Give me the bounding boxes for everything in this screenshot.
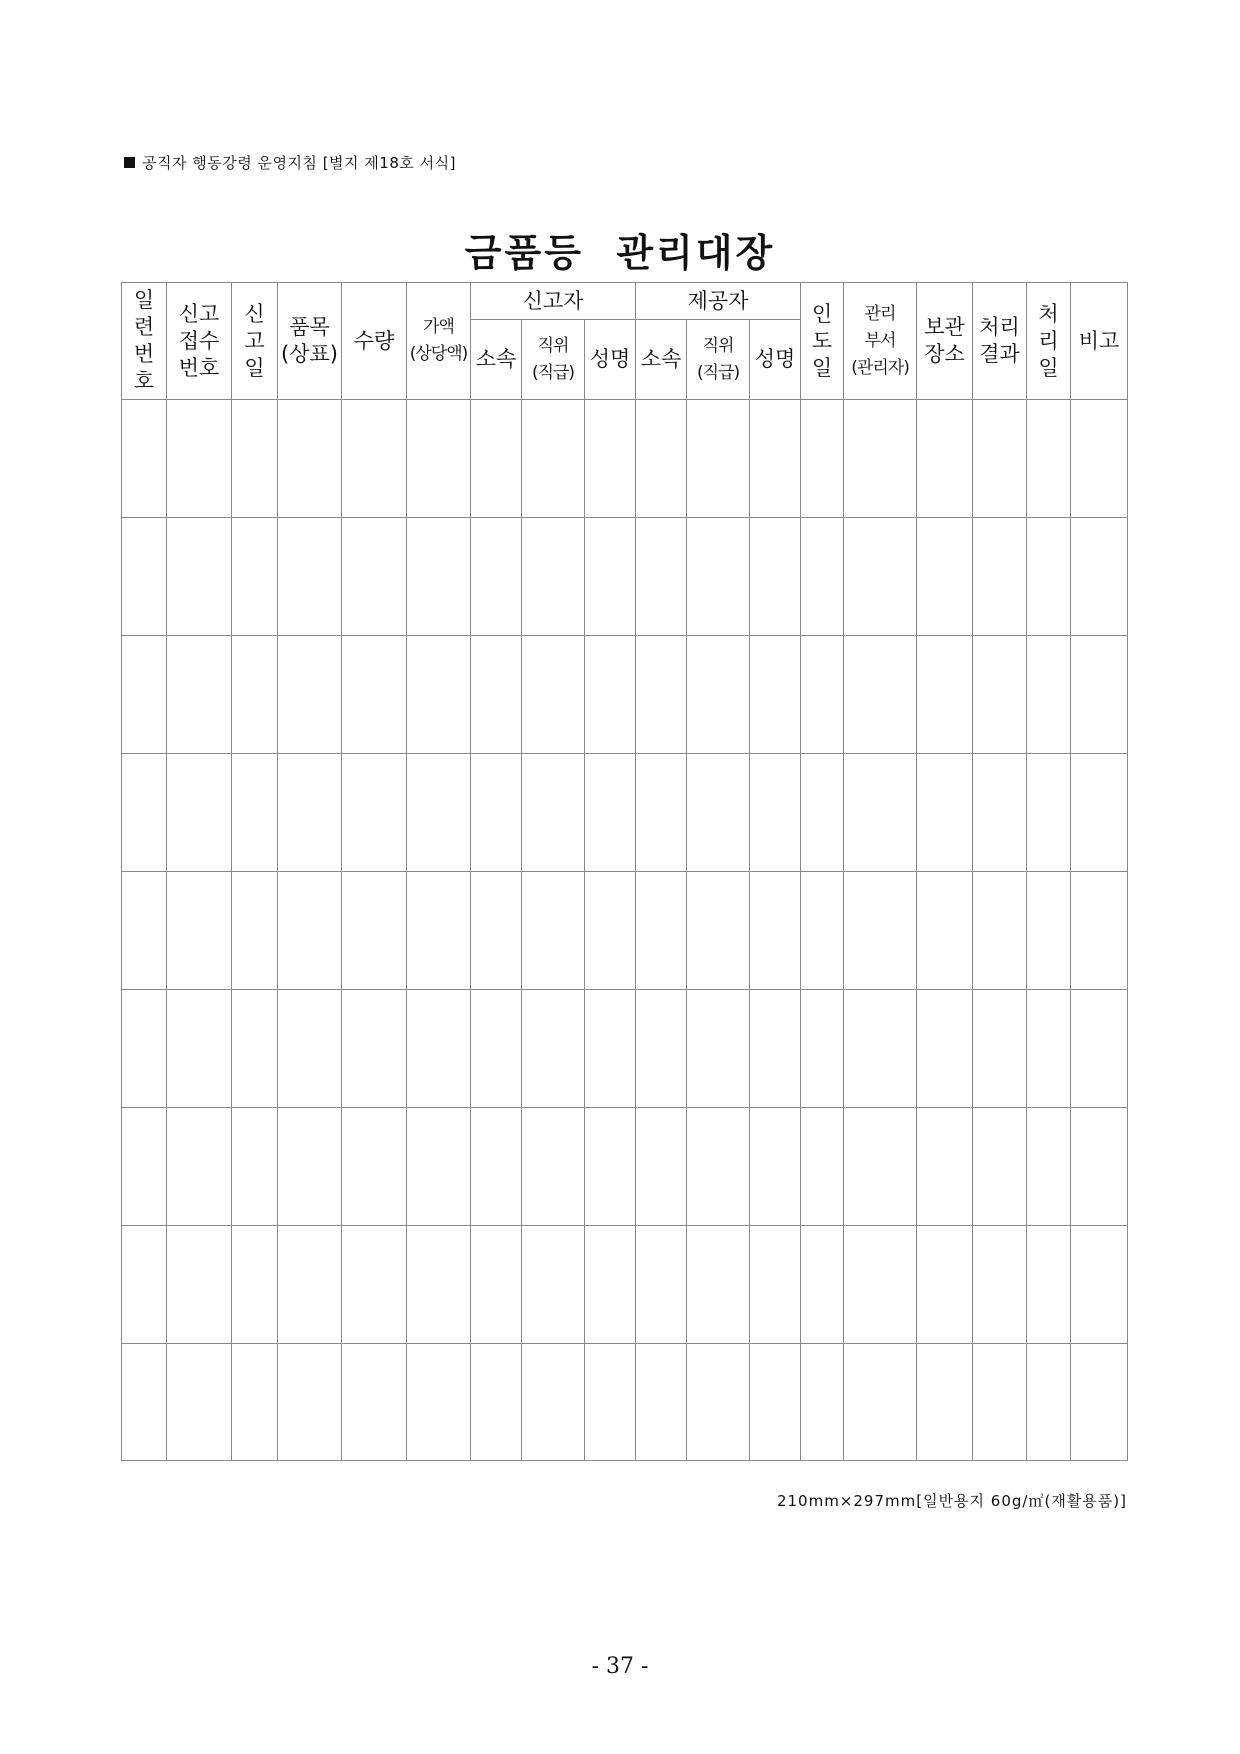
page-number: - 37 - xyxy=(591,1654,649,1679)
table-cell[interactable] xyxy=(1071,1344,1128,1461)
table-cell[interactable] xyxy=(687,872,750,990)
col-reporter-name: 성명 xyxy=(585,320,636,400)
table-cell[interactable] xyxy=(522,1226,585,1344)
table-cell[interactable] xyxy=(1071,636,1128,754)
col-value: 가액 (상당액) xyxy=(407,283,471,400)
table-cell[interactable] xyxy=(522,872,585,990)
table-cell[interactable] xyxy=(844,636,917,754)
table-cell[interactable] xyxy=(973,636,1027,754)
table-cell[interactable] xyxy=(232,1344,278,1461)
table-cell[interactable] xyxy=(522,1344,585,1461)
table-cell[interactable] xyxy=(342,754,407,872)
table-cell[interactable] xyxy=(687,1226,750,1344)
table-cell[interactable] xyxy=(407,872,471,990)
table-cell[interactable] xyxy=(232,636,278,754)
table-cell[interactable] xyxy=(973,1226,1027,1344)
form-reference-text: 공직자 행동강령 운영지침 [별지 제18호 서식] xyxy=(142,154,456,172)
table-cell[interactable] xyxy=(471,400,522,518)
table-cell[interactable] xyxy=(122,990,167,1108)
table-cell[interactable] xyxy=(167,872,232,990)
table-cell[interactable] xyxy=(973,990,1027,1108)
table-cell[interactable] xyxy=(917,636,973,754)
col-serial-no: 일 련 번 호 xyxy=(122,283,167,400)
table-cell[interactable] xyxy=(917,990,973,1108)
table-cell[interactable] xyxy=(122,518,167,636)
table-cell[interactable] xyxy=(167,990,232,1108)
table-cell[interactable] xyxy=(1071,1108,1128,1226)
table-cell[interactable] xyxy=(122,872,167,990)
table-cell[interactable] xyxy=(342,518,407,636)
table-cell[interactable] xyxy=(407,1108,471,1226)
table-cell[interactable] xyxy=(1071,754,1128,872)
table-cell[interactable] xyxy=(844,400,917,518)
table-cell[interactable] xyxy=(636,1108,687,1226)
table-cell[interactable] xyxy=(522,754,585,872)
table-cell[interactable] xyxy=(167,400,232,518)
table-cell[interactable] xyxy=(471,1226,522,1344)
table-cell[interactable] xyxy=(917,518,973,636)
table-cell[interactable] xyxy=(844,872,917,990)
table-cell[interactable] xyxy=(522,990,585,1108)
table-cell[interactable] xyxy=(471,518,522,636)
table-cell[interactable] xyxy=(278,1344,342,1461)
table-cell[interactable] xyxy=(844,1108,917,1226)
table-cell[interactable] xyxy=(1027,1108,1071,1226)
table-cell[interactable] xyxy=(801,1344,844,1461)
table-cell[interactable] xyxy=(750,636,801,754)
table-cell[interactable] xyxy=(973,872,1027,990)
table-cell[interactable] xyxy=(522,636,585,754)
table-cell[interactable] xyxy=(407,990,471,1108)
col-report-date: 신 고 일 xyxy=(232,283,278,400)
table-cell[interactable] xyxy=(278,754,342,872)
table-cell[interactable] xyxy=(278,636,342,754)
table-cell[interactable] xyxy=(687,400,750,518)
table-cell[interactable] xyxy=(1027,518,1071,636)
table-cell[interactable] xyxy=(167,754,232,872)
table-cell[interactable] xyxy=(1027,872,1071,990)
table-cell[interactable] xyxy=(342,636,407,754)
table-cell[interactable] xyxy=(844,518,917,636)
table-cell[interactable] xyxy=(122,636,167,754)
col-report-receipt-no: 신고 접수 번호 xyxy=(167,283,232,400)
table-row xyxy=(122,1108,1128,1226)
table-cell[interactable] xyxy=(801,1108,844,1226)
table-cell[interactable] xyxy=(122,1108,167,1226)
table-cell[interactable] xyxy=(750,872,801,990)
table-cell[interactable] xyxy=(522,1108,585,1226)
table-cell[interactable] xyxy=(687,1108,750,1226)
table-cell[interactable] xyxy=(973,1344,1027,1461)
table-cell[interactable] xyxy=(585,1226,636,1344)
table-cell[interactable] xyxy=(407,636,471,754)
table-cell[interactable] xyxy=(636,872,687,990)
table-cell[interactable] xyxy=(232,754,278,872)
table-cell[interactable] xyxy=(844,1226,917,1344)
col-provider-affiliation: 소속 xyxy=(636,320,687,400)
table-cell[interactable] xyxy=(167,1226,232,1344)
table-cell[interactable] xyxy=(585,990,636,1108)
table-cell[interactable] xyxy=(750,754,801,872)
table-cell[interactable] xyxy=(750,1108,801,1226)
table-cell[interactable] xyxy=(687,636,750,754)
table-cell[interactable] xyxy=(687,1344,750,1461)
table-cell[interactable] xyxy=(750,1344,801,1461)
col-reporter-affiliation: 소속 xyxy=(471,320,522,400)
table-cell[interactable] xyxy=(167,636,232,754)
table-cell[interactable] xyxy=(750,990,801,1108)
table-cell[interactable] xyxy=(122,1344,167,1461)
table-cell[interactable] xyxy=(471,872,522,990)
table-cell[interactable] xyxy=(407,1344,471,1461)
table-cell[interactable] xyxy=(917,1226,973,1344)
table-cell[interactable] xyxy=(844,990,917,1108)
table-cell[interactable] xyxy=(636,1226,687,1344)
table-cell[interactable] xyxy=(232,518,278,636)
table-cell[interactable] xyxy=(278,872,342,990)
table-cell[interactable] xyxy=(167,1344,232,1461)
table-cell[interactable] xyxy=(1027,1344,1071,1461)
table-cell[interactable] xyxy=(122,1226,167,1344)
table-cell[interactable] xyxy=(801,990,844,1108)
table-cell[interactable] xyxy=(750,1226,801,1344)
table-cell[interactable] xyxy=(471,1108,522,1226)
col-remarks: 비고 xyxy=(1071,283,1128,400)
col-disposition-date: 처 리 일 xyxy=(1027,283,1071,400)
table-cell[interactable] xyxy=(278,1226,342,1344)
table-cell[interactable] xyxy=(585,636,636,754)
table-cell[interactable] xyxy=(801,1226,844,1344)
table-cell[interactable] xyxy=(471,636,522,754)
table-cell[interactable] xyxy=(232,872,278,990)
table-row xyxy=(122,636,1128,754)
table-cell[interactable] xyxy=(917,400,973,518)
col-provider-name: 성명 xyxy=(750,320,801,400)
table-cell[interactable] xyxy=(471,1344,522,1461)
table-cell[interactable] xyxy=(750,400,801,518)
document-title: 금품등 관리대장 xyxy=(464,231,776,275)
table-cell[interactable] xyxy=(585,400,636,518)
table-cell[interactable] xyxy=(1027,636,1071,754)
table-cell[interactable] xyxy=(167,1108,232,1226)
table-cell[interactable] xyxy=(973,1108,1027,1226)
ledger-body xyxy=(122,400,1128,1461)
table-cell[interactable] xyxy=(342,1226,407,1344)
table-cell[interactable] xyxy=(844,754,917,872)
table-row xyxy=(122,990,1128,1108)
table-cell[interactable] xyxy=(917,754,973,872)
table-cell[interactable] xyxy=(342,1344,407,1461)
table-cell[interactable] xyxy=(232,400,278,518)
table-cell[interactable] xyxy=(585,1108,636,1226)
table-cell[interactable] xyxy=(636,990,687,1108)
table-cell[interactable] xyxy=(750,518,801,636)
black-square-icon xyxy=(124,157,135,168)
table-cell[interactable] xyxy=(471,754,522,872)
col-provider-position: 직위 (직급) xyxy=(687,320,750,400)
table-cell[interactable] xyxy=(687,518,750,636)
col-group-reporter: 신고자 xyxy=(471,283,636,320)
table-cell[interactable] xyxy=(407,400,471,518)
table-cell[interactable] xyxy=(342,1108,407,1226)
form-reference-note xyxy=(124,152,456,173)
col-managing-dept: 관리 부서 (관리자) xyxy=(844,283,917,400)
table-cell[interactable] xyxy=(917,872,973,990)
col-group-provider: 제공자 xyxy=(636,283,801,320)
table-cell[interactable] xyxy=(1071,990,1128,1108)
table-cell[interactable] xyxy=(973,518,1027,636)
table-cell[interactable] xyxy=(801,518,844,636)
table-cell[interactable] xyxy=(636,518,687,636)
table-cell[interactable] xyxy=(636,400,687,518)
table-cell[interactable] xyxy=(585,1344,636,1461)
table-cell[interactable] xyxy=(167,518,232,636)
table-row xyxy=(122,518,1128,636)
table-cell[interactable] xyxy=(342,400,407,518)
table-cell[interactable] xyxy=(342,872,407,990)
table-cell[interactable] xyxy=(636,754,687,872)
table-cell[interactable] xyxy=(801,754,844,872)
table-cell[interactable] xyxy=(522,518,585,636)
table-cell[interactable] xyxy=(844,1344,917,1461)
table-cell[interactable] xyxy=(801,636,844,754)
table-cell[interactable] xyxy=(522,400,585,518)
col-disposition-result: 처리 결과 xyxy=(973,283,1027,400)
table-cell[interactable] xyxy=(407,1226,471,1344)
table-row xyxy=(122,400,1128,518)
table-row xyxy=(122,1226,1128,1344)
table-cell[interactable] xyxy=(973,400,1027,518)
table-cell[interactable] xyxy=(636,636,687,754)
table-cell[interactable] xyxy=(278,1108,342,1226)
table-cell[interactable] xyxy=(585,754,636,872)
table-cell[interactable] xyxy=(1027,754,1071,872)
table-cell[interactable] xyxy=(1027,990,1071,1108)
table-cell[interactable] xyxy=(122,754,167,872)
table-cell[interactable] xyxy=(122,400,167,518)
table-cell[interactable] xyxy=(1071,400,1128,518)
ledger-table xyxy=(121,282,1128,1461)
table-cell[interactable] xyxy=(636,1344,687,1461)
table-cell[interactable] xyxy=(278,518,342,636)
table-cell[interactable] xyxy=(801,400,844,518)
table-cell[interactable] xyxy=(687,754,750,872)
table-cell[interactable] xyxy=(973,754,1027,872)
table-cell[interactable] xyxy=(278,400,342,518)
col-item: 품목 (상표) xyxy=(278,283,342,400)
table-row xyxy=(122,872,1128,990)
table-cell[interactable] xyxy=(585,518,636,636)
table-cell[interactable] xyxy=(1027,400,1071,518)
table-cell[interactable] xyxy=(801,872,844,990)
header-row-top xyxy=(122,283,1128,320)
table-cell[interactable] xyxy=(585,872,636,990)
table-cell[interactable] xyxy=(687,990,750,1108)
table-cell[interactable] xyxy=(917,1108,973,1226)
col-handover-date: 인 도 일 xyxy=(801,283,844,400)
table-cell[interactable] xyxy=(917,1344,973,1461)
col-quantity: 수량 xyxy=(342,283,407,400)
col-reporter-position: 직위 (직급) xyxy=(522,320,585,400)
col-storage-location: 보관 장소 xyxy=(917,283,973,400)
table-cell[interactable] xyxy=(1071,1226,1128,1344)
table-cell[interactable] xyxy=(342,990,407,1108)
table-row xyxy=(122,754,1128,872)
table-cell[interactable] xyxy=(232,1108,278,1226)
table-cell[interactable] xyxy=(407,754,471,872)
paper-spec: 210mm×297mm[일반용지 60g/㎡(재활용품)] xyxy=(776,1492,1127,1510)
table-cell[interactable] xyxy=(1071,872,1128,990)
table-cell[interactable] xyxy=(232,990,278,1108)
table-cell[interactable] xyxy=(1071,518,1128,636)
table-cell[interactable] xyxy=(1027,1226,1071,1344)
table-cell[interactable] xyxy=(278,990,342,1108)
table-cell[interactable] xyxy=(471,990,522,1108)
table-cell[interactable] xyxy=(232,1226,278,1344)
table-row xyxy=(122,1344,1128,1461)
table-cell[interactable] xyxy=(407,518,471,636)
